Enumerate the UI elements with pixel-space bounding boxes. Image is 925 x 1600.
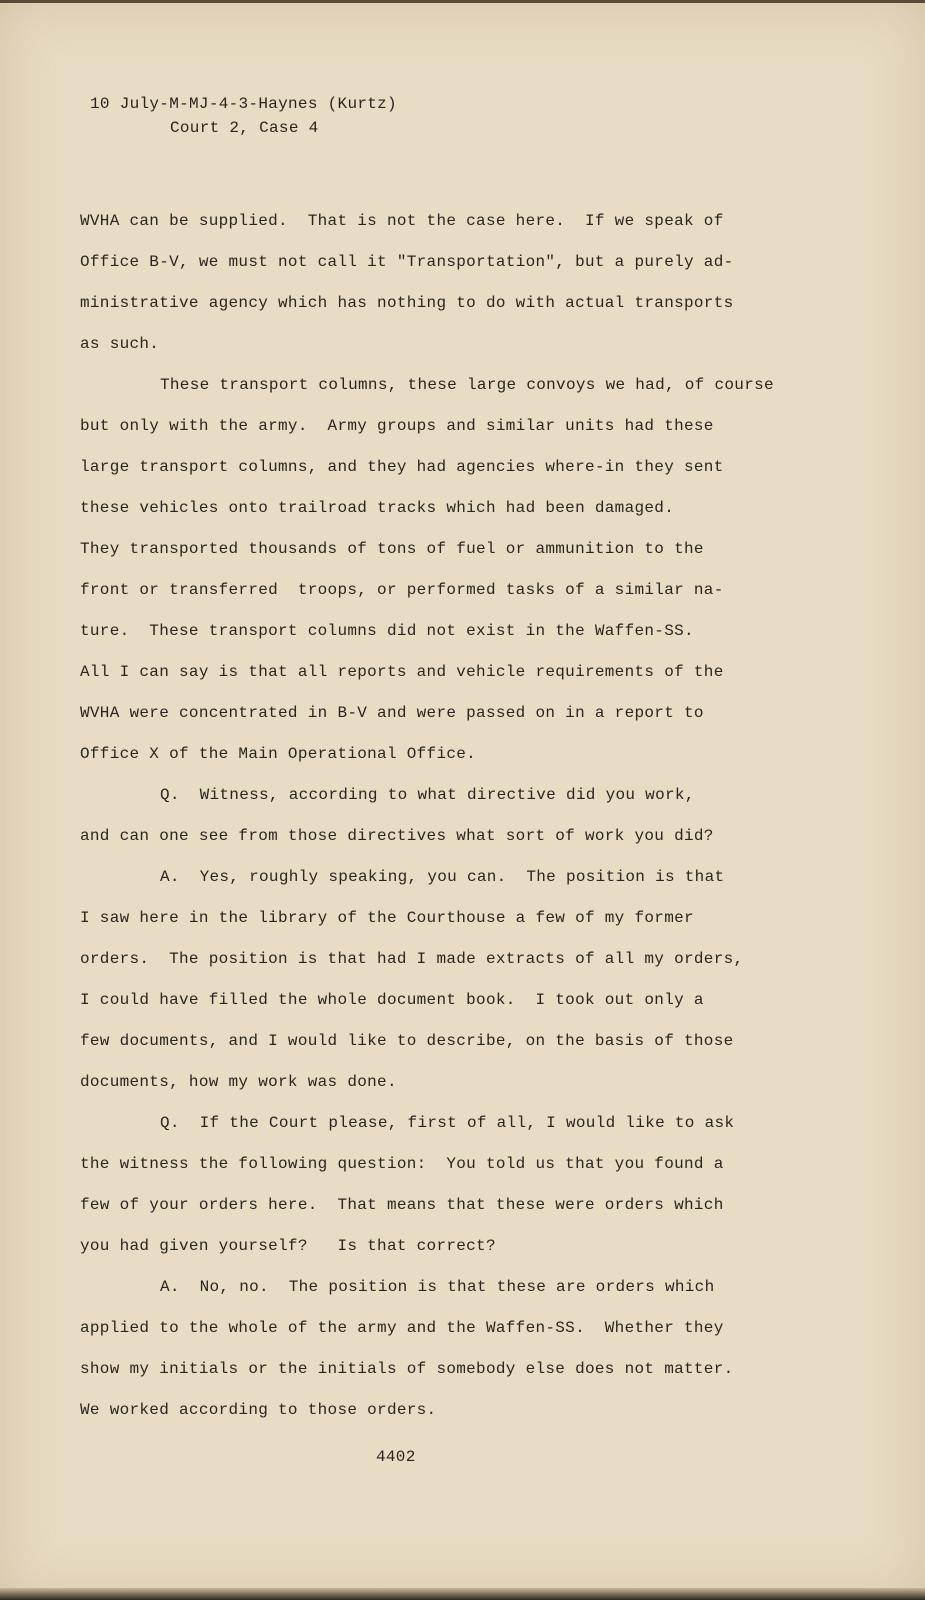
text-line: ministrative agency which has nothing to do with actual transports [80, 294, 734, 312]
text-line: WVHA were concentrated in B-V and were passed on in a report to [80, 704, 704, 722]
question-line: Q. If the Court please, first of all, I would like to ask [160, 1114, 735, 1132]
text-line: Office X of the Main Operational Office. [80, 745, 477, 763]
text-line: you had given yourself? Is that correct? [80, 1237, 496, 1255]
text-line: large transport columns, and they had agencies where-in they sent [80, 458, 724, 476]
question-line: Q. Witness, according to what directive did you work, [160, 786, 695, 804]
text-line: show my initials or the initials of somebody else does not matter. [80, 1360, 734, 1378]
text-line: We worked according to those orders. [80, 1401, 437, 1419]
text-line: Office B-V, we must not call it "Transportation", but a purely ad- [80, 253, 734, 271]
text-line: orders. The position is that had I made extracts of all my orders, [80, 950, 744, 968]
text-line: All I can say is that all reports and vehicle requirements of the [80, 663, 724, 681]
text-line: few of your orders here. That means that these were orders which [80, 1196, 724, 1214]
page-top-edge [0, 0, 925, 3]
page-bottom-edge [0, 1588, 925, 1600]
answer-line: A. No, no. The position is that these are orders which [160, 1278, 715, 1296]
text-line: documents, how my work was done. [80, 1073, 397, 1091]
header-court-case: Court 2, Case 4 [170, 119, 319, 137]
text-line: They transported thousands of tons of fuel or ammunition to the [80, 540, 704, 558]
text-line: as such. [80, 335, 160, 353]
answer-line: A. Yes, roughly speaking, you can. The position is that [160, 868, 725, 886]
text-line: I could have filled the whole document book. I took out only a [80, 991, 704, 1009]
paragraph-start: These transport columns, these large convoys we had, of course [160, 376, 774, 394]
text-line: these vehicles onto trailroad tracks which had been damaged. [80, 499, 675, 517]
document-header [90, 92, 397, 140]
text-line: and can one see from those directives what sort of work you did? [80, 827, 714, 845]
text-line: front or transferred troops, or performed tasks of a similar na- [80, 581, 724, 599]
text-line: ture. These transport columns did not exist in the Waffen-SS. [80, 622, 694, 640]
text-line: WVHA can be supplied. That is not the case here. If we speak of [80, 212, 724, 230]
header-case-reference: 10 July-M-MJ-4-3-Haynes (Kurtz) [90, 95, 397, 113]
text-line: few documents, and I would like to describe, on the basis of those [80, 1032, 734, 1050]
text-line: the witness the following question: You told us that you found a [80, 1155, 724, 1173]
page-number: 4402 [376, 1448, 416, 1466]
text-line: but only with the army. Army groups and similar units had these [80, 417, 714, 435]
text-line: applied to the whole of the army and the Waffen-SS. Whether they [80, 1319, 724, 1337]
text-line: I saw here in the library of the Courthouse a few of my former [80, 909, 694, 927]
